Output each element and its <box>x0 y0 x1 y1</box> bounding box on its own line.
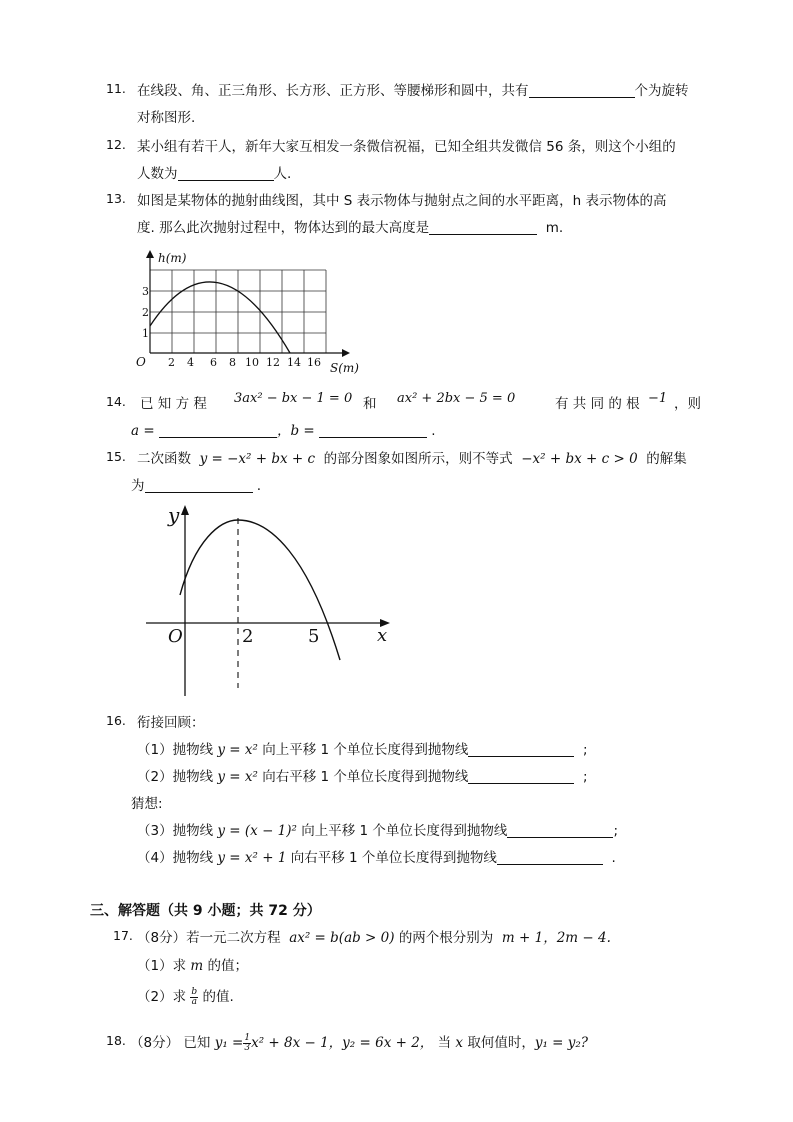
x-axis-label: S(m) <box>330 361 359 375</box>
q17-sub1-pre: （1）求 <box>137 958 187 974</box>
q17-roots: m + 1，2m − 4. <box>501 930 611 946</box>
q15-ineq: −x² + bx + c > 0 <box>521 451 638 467</box>
y-tick-1: 1 <box>142 327 149 340</box>
q18-frac-den: 3 <box>244 1042 251 1053</box>
q12-line1: 某小组有若干人，新年大家互相发一条微信祝福，已知全组共发微信 56 条，则这个小组的 <box>137 139 676 155</box>
q14-eq2: ax² + 2bx − 5 = 0 <box>397 391 516 406</box>
q11-text: 在线段、角、正三角形、长方形、正方形、等腰梯形和圆中，共有 <box>137 83 529 99</box>
q13-line2 <box>137 216 563 236</box>
q16-item-4-expr: y = x² + 1 <box>217 850 287 866</box>
q18-xvar: x <box>455 1035 464 1051</box>
q16-item-1-post: 向上平移 1 个单位长度得到抛物线 <box>262 742 469 758</box>
y-tick-2: 2 <box>142 306 149 319</box>
q17-sub2 <box>137 985 234 1007</box>
q17-sub2-post: 的值. <box>202 989 234 1005</box>
q13-number: 13. <box>106 191 126 206</box>
x-tick-8: 8 <box>229 356 236 369</box>
trajectory-graph <box>130 245 370 380</box>
q14-part3: ，则 <box>674 396 701 412</box>
q11-text-end: 个为旋转 <box>634 83 689 99</box>
q14-and: 和 <box>363 396 377 412</box>
q16-item-1-blank[interactable] <box>468 742 574 757</box>
q16-item-1 <box>137 738 588 758</box>
q15-blank[interactable] <box>145 478 253 493</box>
origin-label: O <box>136 355 146 369</box>
q12-text-end: 人. <box>273 166 292 182</box>
q17-sub2-pre: （2）求 <box>137 989 187 1005</box>
q17-sub1-post: 的值； <box>207 958 248 974</box>
q16-number: 16. <box>106 713 126 728</box>
grid <box>150 270 326 353</box>
q18-post: 取何值时， <box>467 1035 535 1051</box>
q18-line <box>130 1031 588 1053</box>
q17-line1 <box>137 926 611 946</box>
trajectory-curve <box>150 282 290 353</box>
y-axis-arrow-icon <box>181 505 189 515</box>
q17-sub1-var: m <box>190 958 204 974</box>
q17-text-b: 的两个根分别为 <box>398 930 494 946</box>
x-tick-14: 14 <box>287 356 301 369</box>
q17-frac-num: b <box>191 986 198 997</box>
q15-line1 <box>137 447 687 467</box>
q11-blank[interactable] <box>529 83 635 98</box>
q15-text-a: 二次函数 <box>137 451 191 467</box>
tick-5-label: 5 <box>308 626 320 647</box>
x-label: x <box>377 625 388 646</box>
q15-text-c: 的解集 <box>646 451 687 467</box>
q16-item-2-blank[interactable] <box>468 769 574 784</box>
q14-end: . <box>431 423 436 439</box>
q14-part1: 已 知 方 程 <box>140 396 207 412</box>
tick-2-label: 2 <box>242 626 254 647</box>
q14-root: −1 <box>648 391 668 406</box>
q18-frac-num: 1 <box>244 1032 251 1043</box>
q14-number: 14. <box>106 394 126 409</box>
x-tick-10: 10 <box>245 356 259 369</box>
q16-item-4-pre: （4）抛物线 <box>137 850 214 866</box>
y-tick-3: 3 <box>142 285 149 298</box>
q14-part2: 有 共 同 的 根 <box>555 396 640 412</box>
q14-b-label: ，b = <box>276 423 315 439</box>
q15-number: 15. <box>106 449 126 464</box>
q12-line2 <box>137 162 291 182</box>
q17-text-a: （8分）若一元二次方程 <box>137 930 281 946</box>
q14-eq1: 3ax² − bx − 1 = 0 <box>234 391 353 406</box>
q18-y1: y₁ = <box>214 1035 244 1051</box>
q11-line2: 对称图形. <box>137 110 196 126</box>
q12-text-start: 人数为 <box>137 166 178 182</box>
origin-label: O <box>168 626 183 647</box>
q16-item-2-expr: y = x² <box>217 769 258 785</box>
q16-item-4-blank[interactable] <box>497 850 603 865</box>
q13-text-end: m. <box>545 220 564 236</box>
x-tick-4: 4 <box>187 356 194 369</box>
q13-text-start: 度. 那么此次抛射过程中，物体达到的最大高度是 <box>137 220 430 236</box>
q15-text-end: . <box>256 478 262 494</box>
q16-item-1-expr: y = x² <box>217 742 258 758</box>
q11-line1 <box>137 79 689 99</box>
q16-item-4 <box>137 846 616 866</box>
q18-pre: （8分） 已知 <box>130 1035 211 1051</box>
q16-item-3-blank[interactable] <box>507 823 613 838</box>
q17-fraction <box>190 988 198 1007</box>
parabola-graph <box>140 500 400 700</box>
q16-item-2-end: ; <box>583 769 588 785</box>
q18-fraction <box>243 1034 251 1053</box>
q17-sub1 <box>137 954 248 974</box>
y-label: y <box>168 503 180 527</box>
q18-number: 18. <box>106 1033 126 1048</box>
y-axis-label: h(m) <box>158 251 187 265</box>
q18-cond: y₁ = y₂? <box>534 1035 589 1051</box>
q11-number: 11. <box>106 81 126 96</box>
q17-number: 17. <box>113 928 133 943</box>
q14-b-blank[interactable] <box>319 423 427 438</box>
q13-line1: 如图是某物体的抛射曲线图，其中 S 表示物体与抛射点之间的水平距离，h 表示物体的高 <box>137 193 667 209</box>
q18-mid: 当 <box>437 1035 452 1051</box>
x-tick-16: 16 <box>307 356 321 369</box>
q16-item-1-pre: （1）抛物线 <box>137 742 214 758</box>
q16-item-3-expr: y = (x − 1)² <box>217 823 297 839</box>
q14-a-blank[interactable] <box>159 423 277 438</box>
q16-item-3-post: 向上平移 1 个单位长度得到抛物线 <box>301 823 508 839</box>
q12-number: 12. <box>106 137 126 152</box>
x-tick-2: 2 <box>168 356 175 369</box>
q16-guess: 猜想: <box>131 796 163 812</box>
q18-y1-rest: x² + 8x − 1，y₂ = 6x + 2， <box>251 1035 434 1051</box>
q14-line2 <box>131 419 436 439</box>
y-axis-arrow-icon <box>146 250 154 258</box>
q17-frac-den: a <box>191 996 197 1007</box>
q16-title: 衔接回顾： <box>137 715 205 731</box>
q12-blank[interactable] <box>178 166 274 181</box>
x-tick-12: 12 <box>266 356 280 369</box>
q16-item-3-end: ; <box>613 823 618 839</box>
q16-item-1-end: ; <box>583 742 588 758</box>
q15-func: y = −x² + bx + c <box>199 451 316 467</box>
x-axis-arrow-icon <box>342 349 350 357</box>
x-tick-6: 6 <box>210 356 217 369</box>
q15-text-b: 的部分图象如图所示，则不等式 <box>323 451 513 467</box>
section-3-title: 三、解答题（共 9 小题；共 72 分） <box>90 903 321 919</box>
q16-item-4-end: . <box>611 850 616 866</box>
q15-text-start: 为 <box>131 478 145 494</box>
q16-item-2 <box>137 765 588 785</box>
q16-item-2-pre: （2）抛物线 <box>137 769 214 785</box>
q16-item-3-pre: （3）抛物线 <box>137 823 214 839</box>
q13-blank[interactable] <box>429 220 537 235</box>
q16-item-2-post: 向右平移 1 个单位长度得到抛物线 <box>262 769 469 785</box>
q16-item-3 <box>137 819 618 839</box>
q14-a-label: a = <box>131 423 155 439</box>
q15-line2 <box>131 474 261 494</box>
q17-eq: ax² = b(ab > 0) <box>289 930 395 946</box>
q16-item-4-post: 向右平移 1 个单位长度得到抛物线 <box>290 850 497 866</box>
